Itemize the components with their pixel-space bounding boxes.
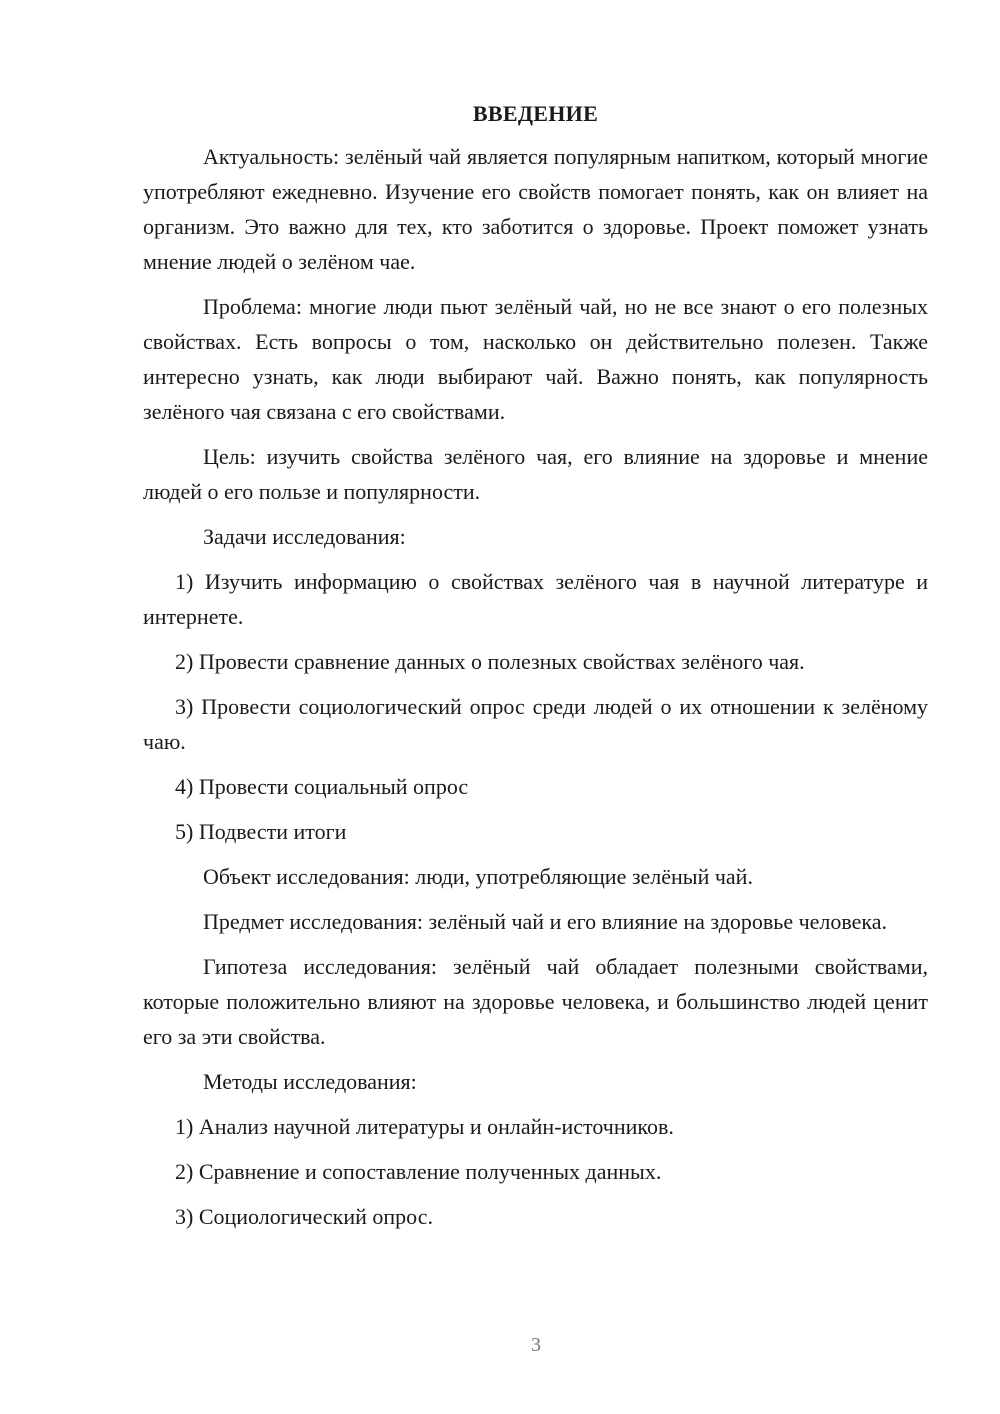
task-item-4: 4) Провести социальный опрос — [175, 774, 469, 799]
goal-paragraph: Цель: изучить свойства зелёного чая, его влияние на здоровье и мнение людей о его пользе и популярности. — [143, 444, 928, 504]
methods-label: Методы исследования: — [203, 1069, 417, 1094]
task-item-3: 3) Провести социологический опрос среди людей о их отношении к зелёному чаю. — [143, 694, 928, 754]
method-item-1: 1) Анализ научной литературы и онлайн-источников. — [175, 1114, 674, 1139]
tasks-label: Задачи исследования: — [203, 524, 406, 549]
subject-paragraph: Предмет исследования: зелёный чай и его влияние на здоровье человека. — [203, 909, 888, 934]
task-item-2: 2) Провести сравнение данных о полезных свойствах зелёного чая. — [175, 649, 805, 674]
object-paragraph: Объект исследования: люди, употребляющие зелёный чай. — [203, 864, 753, 889]
hypothesis-paragraph: Гипотеза исследования: зелёный чай обладает полезными свойствами, которые положительно влияют на здоровье человека, и большинство людей ценит его за эти свойства. — [143, 954, 928, 1049]
problem-paragraph: Проблема: многие люди пьют зелёный чай, но не все знают о его полезных свойствах. Есть вопросы о том, насколько он действительно полезен. Также интересно узнать, как люди выбирают чай. Важно понять, как популярность зелёного чая связана с его свойствами. — [143, 294, 928, 424]
document-page — [143, 96, 928, 1244]
method-item-3: 3) Социологический опрос. — [175, 1204, 433, 1229]
page-number: 3 — [531, 1334, 541, 1356]
method-item-2: 2) Сравнение и сопоставление полученных данных. — [175, 1159, 662, 1184]
task-item-5: 5) Подвести итоги — [175, 819, 347, 844]
section-title: ВВЕДЕНИЕ — [472, 101, 599, 126]
relevance-paragraph: Актуальность: зелёный чай является популярным напитком, который многие употребляют ежедневно. Изучение его свойств помогает понять, как он влияет на организм. Это важно для тех, кто заботится о здоровье. Проект поможет узнать мнение людей о зелёном чае. — [143, 144, 928, 274]
task-item-1: 1) Изучить информацию о свойствах зелёного чая в научной литературе и интернете. — [143, 569, 928, 629]
